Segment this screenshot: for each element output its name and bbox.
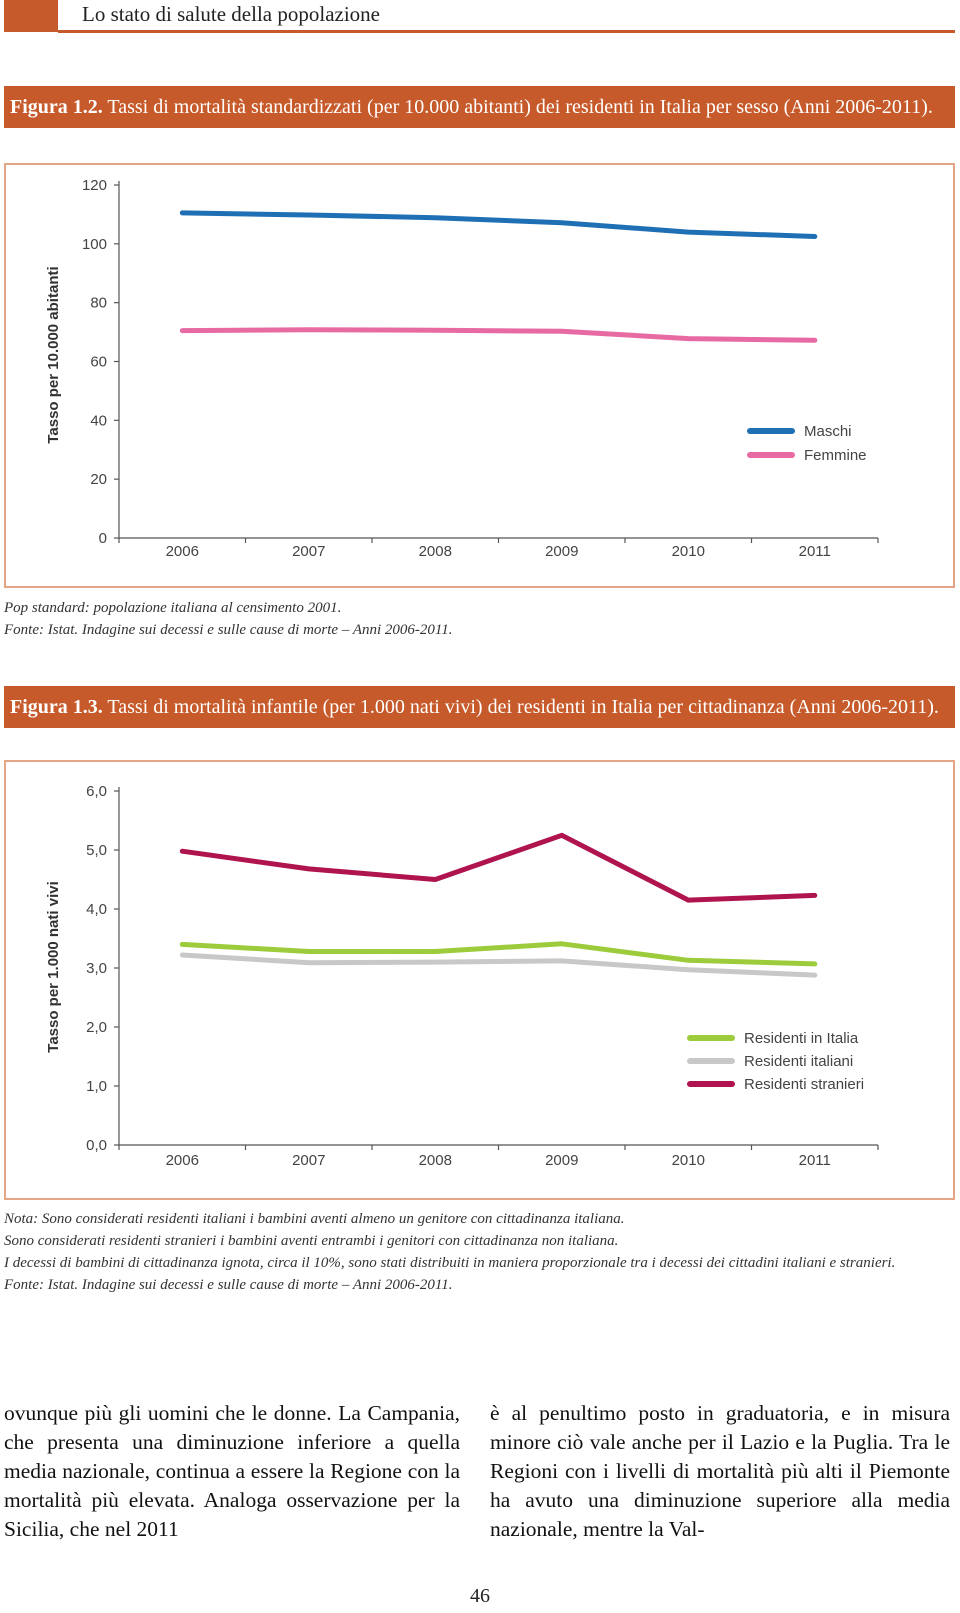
note-line: Fonte: Istat. Indagine sui decessi e sulle cause di morte – Anni 2006-2011.	[4, 1277, 453, 1293]
figure-1-2-label: Figura 1.2.	[10, 96, 103, 118]
y-tick-label: 40	[90, 412, 107, 430]
x-tick-label: 2008	[418, 1152, 452, 1169]
x-tick-label: 2007	[292, 543, 326, 560]
legend-label: Residenti in Italia	[744, 1030, 859, 1047]
figure-1-3-notes	[4, 1208, 959, 1296]
legend-label: Residenti stranieri	[744, 1076, 865, 1093]
chart-2-box	[4, 760, 955, 1200]
legend-label: Maschi	[804, 423, 852, 440]
series-line-1	[182, 213, 815, 237]
mortality-by-sex-chart	[6, 165, 957, 590]
y-tick-label: 3,0	[86, 960, 107, 977]
figure-1-3-label: Figura 1.3.	[10, 696, 103, 718]
header-rule	[58, 30, 955, 33]
x-tick-label: 2010	[671, 543, 705, 560]
y-tick-label: 100	[81, 235, 107, 253]
x-tick-label: 2007	[292, 1152, 326, 1169]
body-column-right: è al penultimo posto in graduatoria, e in misura minore ciò vale anche per il Lazio e la Puglia. Tra le Regioni con i livelli di mortalità più alti il Piemonte ha avuto una diminuzione superiore alla media nazionale, mentre la Val-	[490, 1401, 950, 1541]
y-tick-label: 0,0	[86, 1137, 107, 1154]
page-number: 46	[470, 1585, 490, 1607]
y-tick-label: 5,0	[86, 842, 107, 859]
y-tick-label: 120	[81, 177, 107, 194]
legend-label: Femmine	[804, 447, 867, 464]
x-tick-label: 2009	[545, 543, 579, 560]
y-tick-label: 6,0	[86, 783, 107, 800]
y-tick-label: 1,0	[86, 1078, 107, 1095]
chart-1-box	[4, 163, 955, 588]
x-tick-label: 2010	[671, 1152, 705, 1169]
y-tick-label: 0	[98, 530, 107, 547]
y-axis-label: Tasso per 10.000 abitanti	[45, 266, 62, 444]
series-line-2	[182, 955, 815, 975]
figure-1-2-caption	[4, 86, 955, 128]
x-tick-label: 2011	[798, 1152, 831, 1169]
x-tick-label: 2006	[165, 543, 199, 560]
x-tick-label: 2009	[545, 1152, 579, 1169]
header-accent-block	[4, 0, 58, 32]
y-axis-label: Tasso per 1.000 nati vivi	[45, 881, 62, 1053]
note-line: Pop standard: popolazione italiana al censimento 2001.	[4, 600, 342, 616]
infant-mortality-chart	[6, 762, 957, 1202]
legend-label: Residenti italiani	[744, 1053, 854, 1070]
series-line-3	[182, 835, 815, 900]
y-tick-label: 2,0	[86, 1019, 107, 1036]
figure-1-2-notes	[4, 597, 959, 641]
figure-1-3-title: Tassi di mortalità infantile (per 1.000 nati vivi) dei residenti in Italia per cittadinanza (Anni 2006-2011).	[102, 696, 939, 718]
y-tick-label: 80	[90, 294, 107, 312]
x-tick-label: 2006	[165, 1152, 199, 1169]
x-tick-label: 2011	[798, 543, 831, 560]
y-tick-label: 60	[90, 353, 107, 371]
y-tick-label: 20	[90, 471, 107, 489]
figure-1-3-caption	[4, 686, 955, 728]
note-line: Sono considerati residenti stranieri i bambini aventi entrambi i genitori con cittadinanza non italiana.	[4, 1233, 619, 1249]
body-column-left: ovunque più gli uomini che le donne. La Campania, che presenta una diminuzione inferiore a quella media nazionale, continua a essere la Regione con la mortalità più elevata. Analoga osservazione per la Sicilia, che nel 2011	[4, 1401, 460, 1541]
x-tick-label: 2008	[418, 543, 452, 560]
y-tick-label: 4,0	[86, 901, 107, 918]
running-header: Lo stato di salute della popolazione	[82, 2, 380, 26]
note-line: I decessi di bambini di cittadinanza ignota, circa il 10%, sono stati distribuiti in maniera proporzionale tra i decessi dei cittadini italiani e stranieri.	[4, 1255, 896, 1271]
note-line: Nota: Sono considerati residenti italiani i bambini aventi almeno un genitore con cittadinanza italiana.	[4, 1211, 625, 1227]
note-line: Fonte: Istat. Indagine sui decessi e sulle cause di morte – Anni 2006-2011.	[4, 622, 453, 638]
figure-1-2-title: Tassi di mortalità standardizzati (per 10.000 abitanti) dei residenti in Italia per sesso (Anni 2006-2011).	[102, 96, 933, 118]
series-line-2	[182, 330, 815, 341]
